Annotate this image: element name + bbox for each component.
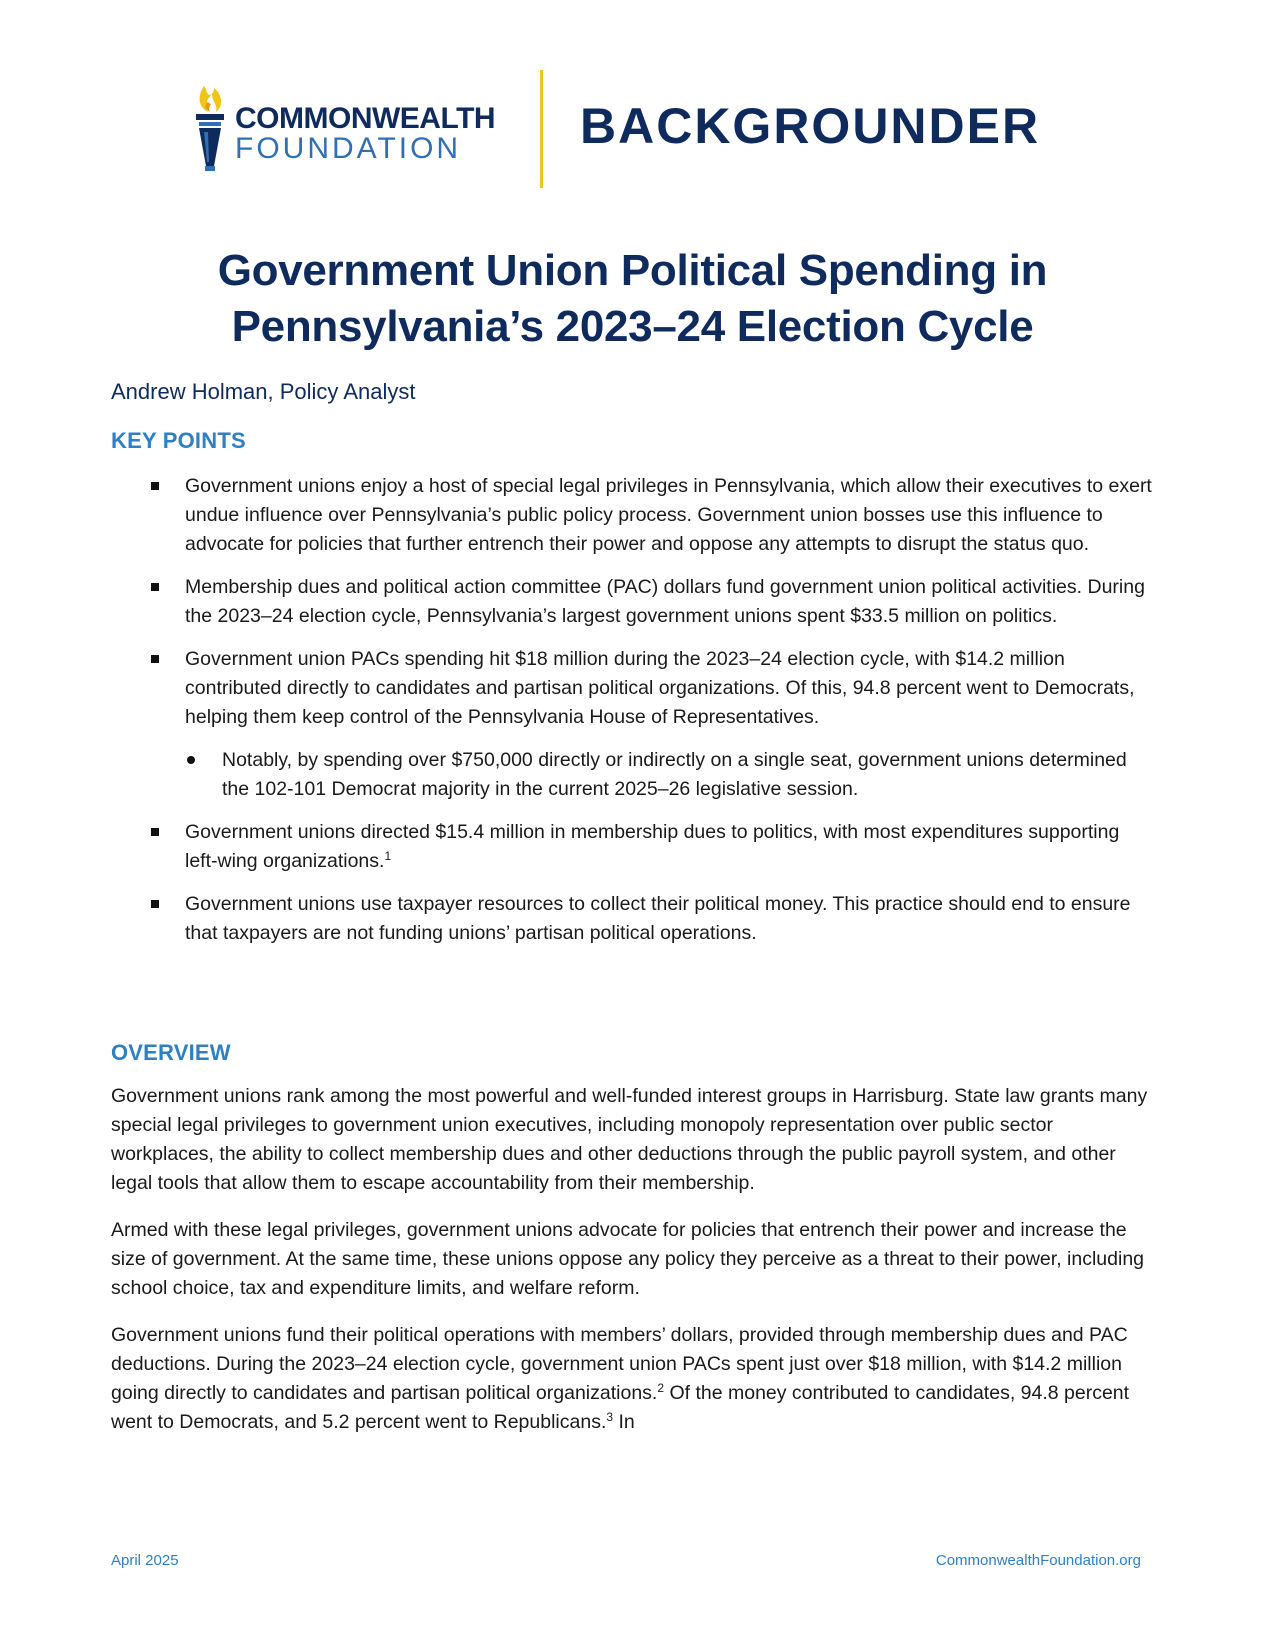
round-bullet-icon (187, 756, 195, 764)
logo-name-line2: FOUNDATION (235, 132, 462, 165)
header (190, 70, 1070, 188)
key-point-subtext: Notably, by spending over $750,000 directly or indirectly on a single seat, government unions determined the 102-101 Democrat majority in the current 2025–26 legislative session. (222, 749, 1127, 800)
paragraph-text: Government unions fund their political operations with members’ dollars, provided through membership dues and PAC deductions. During the 2023–24 election cycle, government union PACs spent just over $18 million, with $14.2 million going directly to candidates and partisan political organizations. (111, 1324, 1128, 1404)
commonwealth-foundation-logo[interactable] (190, 82, 520, 174)
list-item (111, 645, 1156, 732)
overview-heading: OVERVIEW (111, 1040, 231, 1065)
key-point-text: Government unions enjoy a host of special legal privileges in Pennsylvania, which allow their executives to exert undue influence over Pennsylvania’s public policy process. Government union bosses use this influence to advocate for policies that further entrench their power and oppose any attempts to disrupt the status quo. (185, 475, 1152, 555)
paragraph-text: Of the money contributed to candidates, 94.8 percent went to Democrats, and 5.2 percent went to Republicans. (111, 1382, 1130, 1433)
title-line2: Pennsylvania’s 2023–24 Election Cycle (231, 302, 1034, 351)
overview-paragraph-3 (111, 1321, 1156, 1437)
footnote-ref-3[interactable]: 3 (606, 1410, 614, 1424)
square-bullet-icon (151, 655, 159, 663)
key-point-text: Government unions use taxpayer resources to collect their political money. This practice should end to ensure that taxpayers are not funding unions’ partisan political operations. (185, 893, 1131, 944)
overview-section (111, 1082, 1156, 1455)
overview-paragraph-2: Armed with these legal privileges, government unions advocate for policies that entrench their power and increase the size of government. At the same time, these unions oppose any policy they perceive as a threat to their power, including school choice, tax and expenditure limits, and welfare reform. (111, 1219, 1145, 1299)
logo-name-line1: COMMONWEALTH (235, 102, 496, 135)
list-item (111, 818, 1156, 876)
key-point-text: Membership dues and political action committee (PAC) dollars fund government union political activities. During the 2023–24 election cycle, Pennsylvania’s largest government unions spent $33.5 million on politics. (185, 576, 1145, 627)
list-item (111, 890, 1156, 948)
page-title (100, 243, 1165, 355)
footnote-ref-1[interactable]: 1 (384, 849, 392, 863)
square-bullet-icon (151, 900, 159, 908)
key-point-text: Government unions directed $15.4 million in membership dues to politics, with most expenditures supporting left-wing organizations. (185, 821, 1120, 872)
square-bullet-icon (151, 583, 159, 591)
author-byline: Andrew Holman, Policy Analyst (111, 379, 416, 404)
key-points-list (111, 472, 1156, 962)
list-item (111, 472, 1156, 559)
document-type: BACKGROUNDER (580, 98, 1041, 154)
list-sub-item (111, 746, 1156, 804)
footer-date: April 2025 (111, 1552, 179, 1569)
footnote-ref-2[interactable]: 2 (657, 1381, 665, 1395)
key-points-heading: KEY POINTS (111, 428, 246, 453)
header-divider (540, 70, 543, 188)
paragraph-text: In (613, 1411, 635, 1433)
square-bullet-icon (151, 482, 159, 490)
list-item (111, 573, 1156, 631)
square-bullet-icon (151, 828, 159, 836)
torch-icon (190, 82, 230, 174)
footer-website-link[interactable]: CommonwealthFoundation.org (935, 1552, 1141, 1569)
overview-paragraph-1: Government unions rank among the most powerful and well-funded interest groups in Harrisburg. State law grants many special legal privileges to government union executives, including monopoly representation over public sector workplaces, the ability to collect membership dues and other deductions through the public payroll system, and other legal tools that allow them to escape accountability from their membership. (111, 1085, 1148, 1194)
title-line1: Government Union Political Spending in (217, 246, 1048, 295)
key-point-text: Government union PACs spending hit $18 million during the 2023–24 election cycle, with $14.2 million contributed directly to candidates and partisan political organizations. Of this, 94.8 percent went to Democrats, helping them keep control of the Pennsylvania House of Representatives. (185, 648, 1135, 728)
